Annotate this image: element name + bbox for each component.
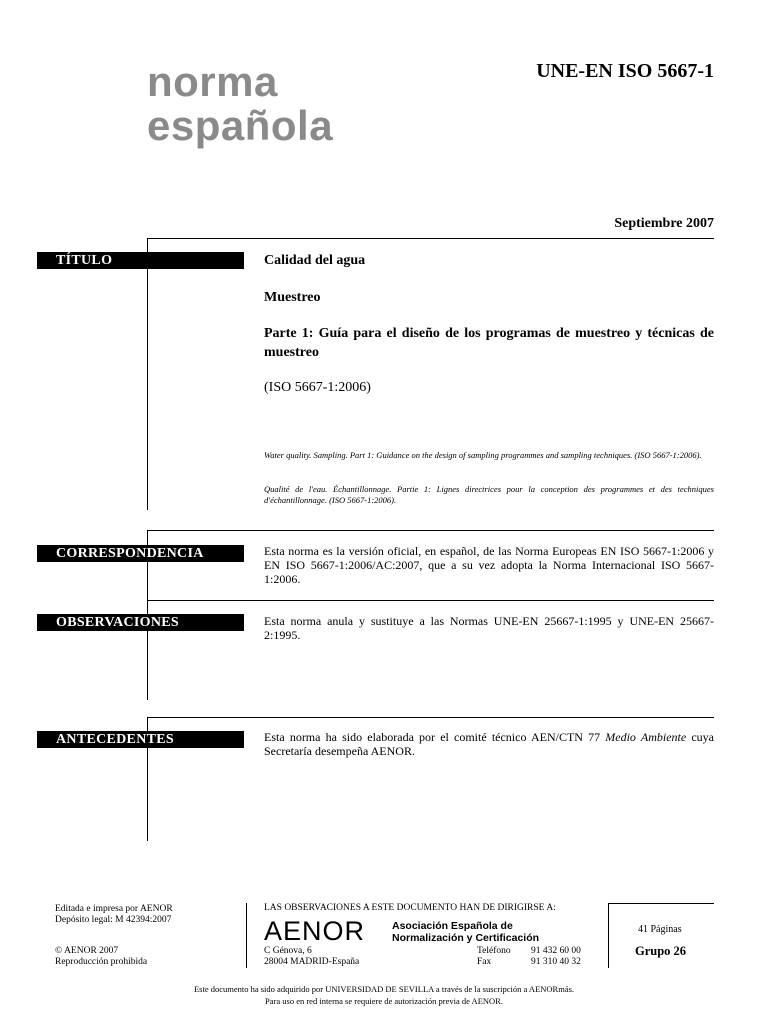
document-title: Calidad del agua — [264, 253, 366, 268]
antecedentes-text-after: cuya Secretaría desempeña AENOR. — [264, 730, 714, 758]
label-observaciones: OBSERVACIONES — [37, 614, 244, 631]
label-titulo: TÍTULO — [37, 252, 244, 269]
footer-divider — [608, 903, 609, 968]
footer-divider — [246, 903, 247, 968]
footer-divider — [608, 903, 714, 904]
antecedentes-text — [264, 730, 714, 758]
brand-title-line2: española — [147, 102, 334, 149]
aenor-logo: AENOR — [264, 916, 366, 946]
standard-code: UNE-EN ISO 5667-1 — [536, 60, 714, 82]
document-subtitle: Muestreo — [264, 290, 321, 305]
section-divider — [147, 717, 714, 718]
copyright: © AENOR 2007 — [55, 946, 119, 956]
section-divider — [147, 530, 714, 531]
antecedentes-text-before: Esta norma ha sido elaborada por el comité técnico AEN/CTN 77 — [264, 730, 606, 744]
association-line1: Asociación Española de — [392, 920, 513, 932]
committee-name: Medio Ambiente — [605, 730, 687, 744]
address-line2: 28004 MADRID-España — [264, 957, 360, 967]
legal-deposit: Depósito legal: M 42394:2007 — [55, 915, 172, 925]
association-name — [392, 920, 539, 944]
correspondencia-text: Esta norma es la versión oficial, en español, de las Norma Europeas EN ISO 5667-1:2006 y EN ISO 5667-1:2006/AC:2007, que a su vez adopta la Norma Internacional ISO 5667-1:2006. — [264, 544, 714, 586]
phone-number: 91 432 60 00 — [531, 946, 581, 956]
document-part-title: Parte 1: Guía para el diseño de los programas de muestreo y técnicas de muestreo — [264, 326, 714, 360]
section-frame-line — [147, 238, 148, 510]
disclaimer-line1: Este documento ha sido adquirido por UNIVERSIDAD DE SEVILLA a través de la suscripción a AENORmás. — [193, 984, 575, 994]
publication-date: Septiembre 2007 — [614, 216, 714, 231]
english-title: Water quality. Sampling. Part 1: Guidance on the design of sampling programmes and sampling techniques. (ISO 5667-1:2006). — [264, 450, 702, 460]
edited-by: Editada e impresa por AENOR — [55, 904, 173, 914]
section-divider — [147, 600, 714, 601]
observaciones-text: Esta norma anula y sustituye a las Normas UNE-EN 25667-1:1995 y UNE-EN 25667-2:1995. — [264, 614, 714, 642]
disclaimer-line2: Para uso en red interna se requiere de autorización previa de AENOR. — [265, 996, 503, 1006]
brand-title-line1: norma — [147, 58, 278, 105]
iso-reference: (ISO 5667-1:2006) — [264, 380, 371, 395]
fax-number: 91 310 40 32 — [531, 957, 581, 967]
phone-label: Teléfono — [477, 946, 511, 956]
section-divider — [147, 238, 714, 239]
observations-notice: LAS OBSERVACIONES A ESTE DOCUMENTO HAN DE DIRIGIRSE A: — [264, 903, 556, 913]
label-antecedentes: ANTECEDENTES — [37, 731, 244, 748]
label-correspondencia: CORRESPONDENCIA — [37, 545, 244, 562]
fax-label: Fax — [477, 957, 492, 967]
association-line2: Normalización y Certificación — [392, 932, 540, 944]
page-count: 41 Páginas — [638, 924, 682, 935]
section-frame-line — [147, 530, 148, 600]
french-title: Qualité de l'eau. Échantillonnage. Partie 1: Lignes directrices pour la conception des programmes et des techniques d'échantillonnage. (ISO 5667-1:2006). — [264, 484, 714, 505]
price-group: Grupo 26 — [635, 944, 687, 958]
reproduction-notice: Reproducción prohibida — [55, 957, 148, 967]
address-line1: C Génova, 6 — [264, 946, 312, 956]
